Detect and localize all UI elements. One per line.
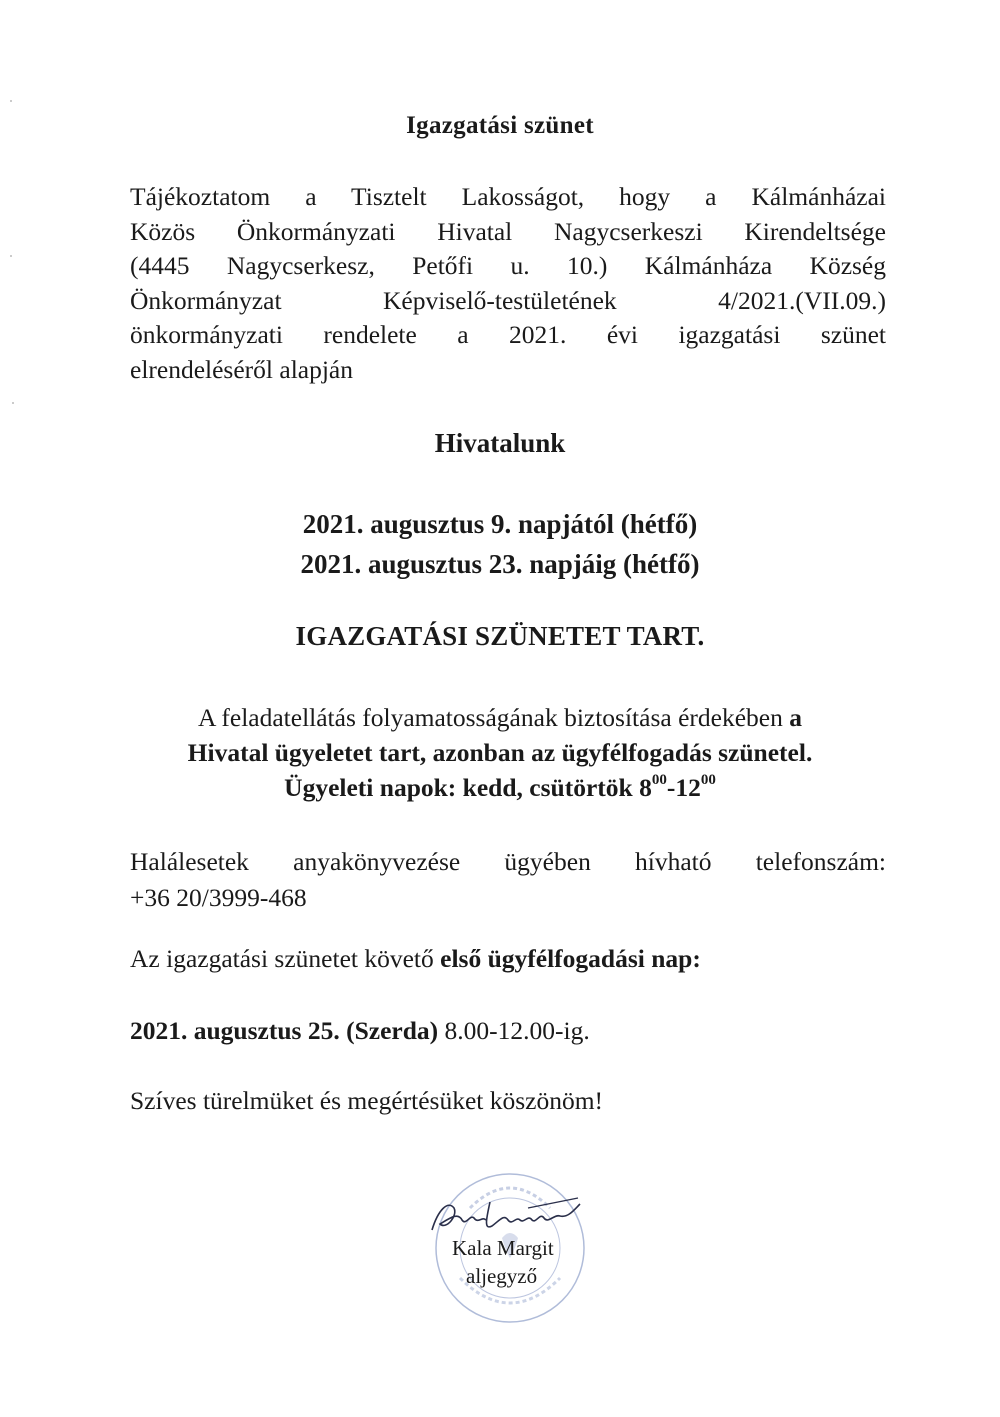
phone-label: Halálesetek anyakönyvezése ügyében hívható telefonszám: [130, 847, 886, 876]
duty-line-2 [0, 735, 1000, 770]
first-date-hours: 8.00-12.00-ig. [444, 1016, 590, 1045]
first-date-bold: 2021. augusztus 25. (Szerda) [130, 1016, 439, 1045]
phone-paragraph [130, 844, 886, 916]
duty-hour-end-sup: 00 [700, 771, 716, 788]
intro-paragraph [130, 180, 886, 387]
first-day-text-bold: első ügyfélfogadási nap: [440, 944, 701, 973]
closure-statement: IGAZGATÁSI SZÜNETET TART. [295, 621, 705, 651]
signatory-role: aljegyző [466, 1264, 538, 1288]
duty-text: A feladatellátás folyamatosságának biztosítása érdekében [198, 703, 783, 732]
document-title: Igazgatási szünet [406, 112, 594, 139]
scan-speck [10, 100, 12, 102]
duty-text-bold: a [789, 703, 802, 732]
duty-line-3 [0, 770, 1000, 805]
signatory-name: Kala Margit [452, 1236, 554, 1260]
office-heading: Hivatalunk [434, 428, 566, 458]
duty-hour-start-sup: 00 [651, 771, 667, 788]
duty-paragraph [0, 700, 1000, 805]
duty-hour-end: -12 [666, 773, 701, 802]
handwritten-signature [428, 1190, 588, 1240]
date-from: 2021. augusztus 9. napjától (hétfő) [302, 509, 698, 539]
duty-text-bold: Hivatal ügyeletet tart, azonban az ügyfélfogadás szünetel. [187, 738, 813, 767]
phone-number: +36 20/3999-468 [130, 883, 307, 912]
intro-line: Közös Önkormányzati Hivatal Nagycserkeszi Kirendeltsége [130, 216, 886, 246]
duty-line-1 [0, 700, 1000, 735]
intro-line: Tájékoztatom a Tisztelt Lakosságot, hogy a Kálmánházai [130, 182, 886, 211]
intro-line: önkormányzati rendelete a 2021. évi igazgatási szünet [130, 320, 886, 349]
intro-line: elrendeléséről alapján [130, 354, 354, 384]
thanks-line: Szíves türelmüket és megértésüket köszönöm! [130, 1086, 604, 1115]
scan-speck [12, 402, 14, 404]
intro-line: Önkormányzat Képviselő-testületének 4/2021.(VII.09.) [130, 285, 886, 315]
intro-line: (4445 Nagycserkesz, Petőfi u. 10.) Kálmánháza Község [130, 251, 886, 280]
date-to: 2021. augusztus 23. napjáig (hétfő) [300, 549, 700, 579]
scan-speck [10, 255, 12, 257]
first-day-line [130, 944, 701, 974]
first-day-text: Az igazgatási szünetet követő [130, 944, 434, 973]
duty-days: Ügyeleti napok: kedd, csütörtök 8 [284, 773, 652, 802]
first-date-line [130, 1016, 590, 1046]
